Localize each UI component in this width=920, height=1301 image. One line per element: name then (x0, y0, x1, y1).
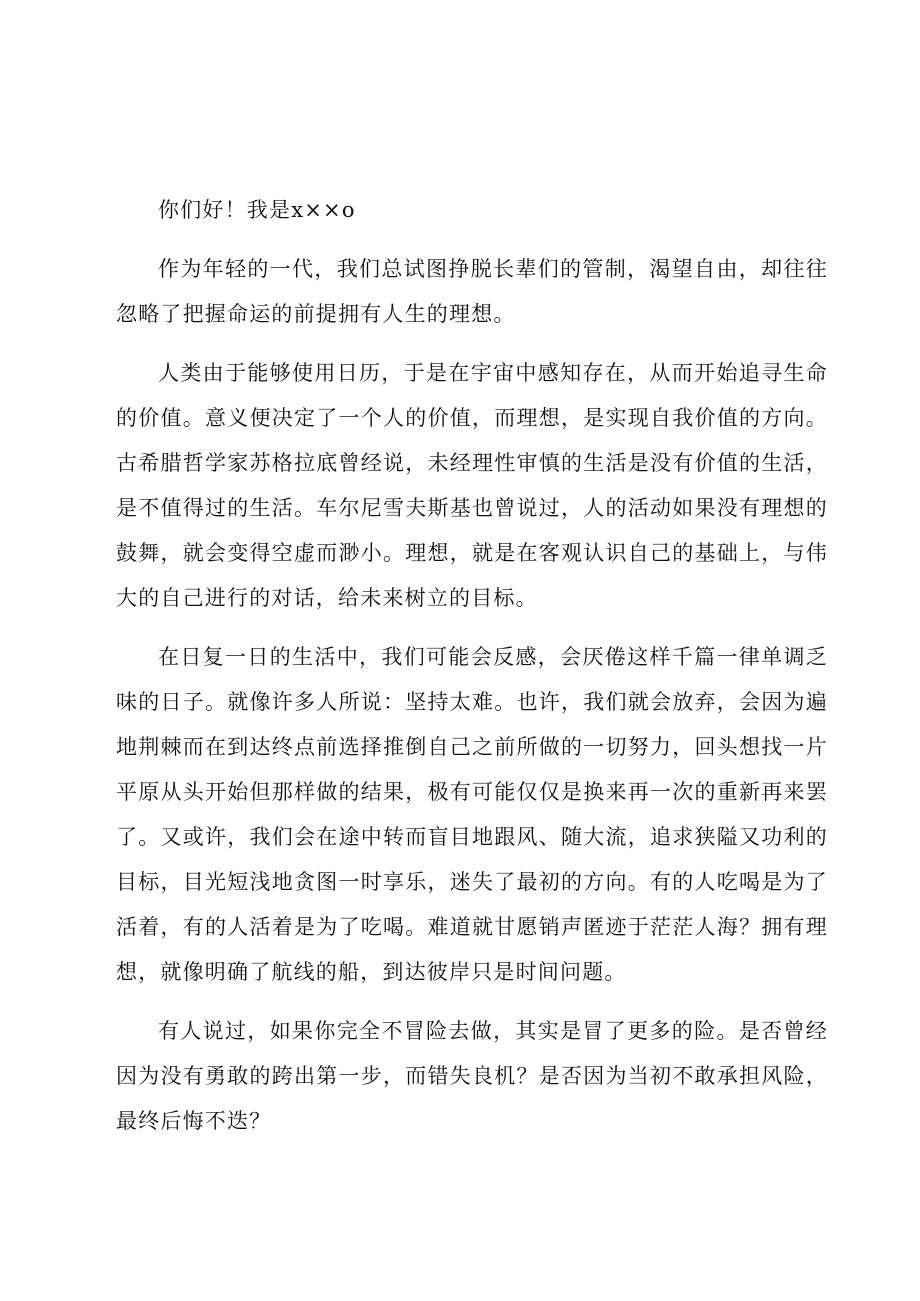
paragraph: 在日复一日的生活中，我们可能会反感，会厌倦这样千篇一律单调乏味的日子。就像许多人所说：坚持太难。也许，我们就会放弃，会因为遍地荆棘而在到达终点前选择推倒自己之前所做的一切努力，回头想找一片平原从头开始但那样做的结果，极有可能仅仅是换来再一次的重新再来罢了。又或许，我们会在途中转而盲目地跟风、随大流，追求狭隘又功利的目标，目光短浅地贪图一时享乐，迷失了最初的方向。有的人吃喝是为了活着，有的人活着是为了吃喝。难道就甘愿销声匿迹于茫茫人海？拥有理想，就像明确了航线的船，到达彼岸只是时间问题。 (116, 645, 828, 984)
greeting-paragraph: 你们好！我是x××o (158, 198, 356, 222)
document-body (116, 188, 828, 1158)
paragraph: 人类由于能够使用日历，于是在宇宙中感知存在，从而开始追寻生命的价值。意义便决定了一个人的价值，而理想，是实现自我价值的方向。古希腊哲学家苏格拉底曾经说，未经理性审慎的生活是没有价值的生活，是不值得过的生活。车尔尼雪夫斯基也曾说过，人的活动如果没有理想的鼓舞，就会变得空虚而渺小。理想，就是在客观认识自己的基础上，与伟大的自己进行的对话，给未来树立的目标。 (116, 361, 828, 610)
paragraph: 作为年轻的一代，我们总试图挣脱长辈们的管制，渴望自由，却往往忽略了把握命运的前提拥有人生的理想。 (116, 257, 828, 326)
paragraph: 有人说过，如果你完全不冒险去做，其实是冒了更多的险。是否曾经因为没有勇敢的跨出第一步，而错失良机？是否因为当初不敢承担风险，最终后悔不迭？ (116, 1019, 828, 1133)
